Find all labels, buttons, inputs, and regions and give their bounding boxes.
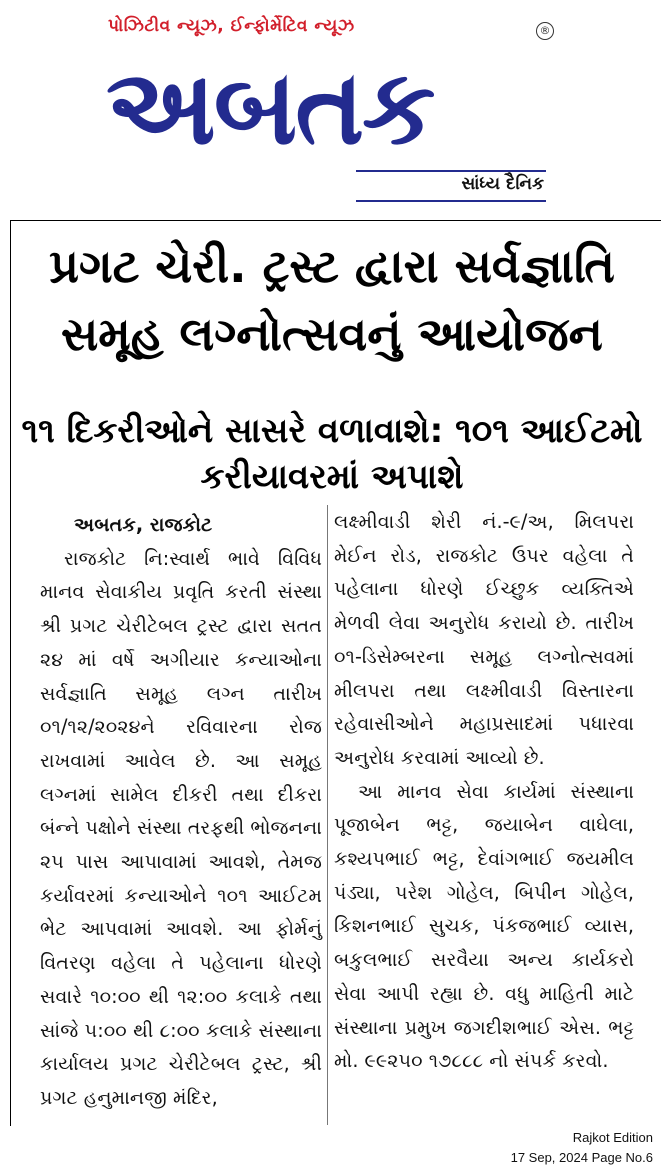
column-divider xyxy=(327,505,328,1125)
article-paragraph: રાજકોટ નિ:સ્વાર્થ ભાવે વિવિધ માનવ સેવાકીય પ્રવૃતિ કરતી સંસ્થા શ્રી પ્રગટ ચેરીટેબલ ટ્રસ્ટ દ્વારા સતત ૨૪ માં વર્ષે અગીયાર કન્યાઓના સર્વજ્ઞાતિ સમૂહ લગ્ન તારીખ ૦૧/૧૨/૨૦૨૪ને રવિવારના રોજ રાખવામાં આવેલ છે. આ સમૂહ લગ્નમાં સામેલ દીકરી તથા દીકરા બંન્ને પક્ષોને સંસ્થા તરફથી ભોજનના ૨૫ પાસ આપાવામાં આવશે, તેમજ કર્યાવરમાં કન્યાઓને ૧૦૧ આઈટમ ભેટ આપવામાં આવશે. આ ફોર્મનું વિતરણ વહેલા તે પહેલાના ધોરણે સવારે ૧૦:૦૦ થી ૧૨:૦૦ કલાકે તથા સાંજે ૫:૦૦ થી ૮:૦૦ કલાકે સંસ્થાના કાર્યાલય પ્રગટ ચેરીટેબલ ટ્રસ્ટ, શ્રી પ્રગટ હનુમાનજી મંદિર, xyxy=(40,546,322,1109)
article-paragraph: લક્ષ્મીવાડી શેરી નં.-૯/અ, મિલપરા મેઈન રોડ, રાજકોટ ઉપર વહેલા તે પહેલાના ધોરણે ઈચ્છુક વ્યક્તિએ મેળવી લેવા અનુરોધ કરાયો છે. તારીખ ૦૧-ડિસેમ્બરના સમૂહ લગ્નોત્સવમાં મીલપરા તથા લક્ષ્મીવાડી વિસ્તારના રહેવાસીઓને મહાપ્રસાદમાં પધારવા અનુરોધ કરવામાં આવ્યો છે. xyxy=(334,510,634,769)
edition-type-label: સાંધ્ય દૈનિક xyxy=(461,174,544,194)
newspaper-logo: અબતક xyxy=(106,46,434,168)
footer-edition: Rajkot Edition xyxy=(572,1130,653,1145)
article-column-right xyxy=(334,505,634,1078)
masthead-tagline: પોઝિટીવ ન્યૂઝ, ઈન્ફોર્મેટિવ ન્યૂઝ xyxy=(108,16,355,36)
footer-date-page: 17 Sep, 2024 Page No.6 xyxy=(510,1150,653,1165)
article-paragraph: આ માનવ સેવા કાર્યમાં સંસ્થાના પૂજાબેન ભટ્ટ, જયાબેન વાઘેલા, કશ્યપભાઈ ભટ્ટ, દેવાંગભાઈ જયમીલ પંડ્યા, પરેશ ગોહેલ, બિપીન ગોહેલ, કિશનભાઈ સુચક, પંકજભાઈ વ્યાસ, બકુલભાઈ સરવૈયા અન્ય કાર્યકરો સેવા આપી રહ્યા છે. વધુ માહિતી માટે સંસ્થાના પ્રમુખ જગદીશભાઈ એસ. ભટ્ટ મો. ૯૯૨૫૦ ૧૭૮૮૮ નો સંપર્ક કરવો. xyxy=(334,779,634,1073)
registered-mark-icon: ® xyxy=(536,22,554,40)
article-dateline: અબતક, રાજકોટ xyxy=(74,513,213,536)
article-subheadline: ૧૧ દિકરીઓને સાસરે વળાવાશે: ૧૦૧ આઈટમો કરીયાવરમાં અપાશે xyxy=(21,411,643,497)
masthead xyxy=(0,0,661,210)
page-footer xyxy=(511,1128,653,1168)
article-column-left xyxy=(40,508,322,1115)
article-headline: પ્રગટ ચેરી. ટ્રસ્ટ દ્વારા સર્વજ્ઞાતિ સમૂહ લગ્નોત્સવનું આયોજન xyxy=(49,239,615,361)
edition-type-bar xyxy=(356,170,546,202)
